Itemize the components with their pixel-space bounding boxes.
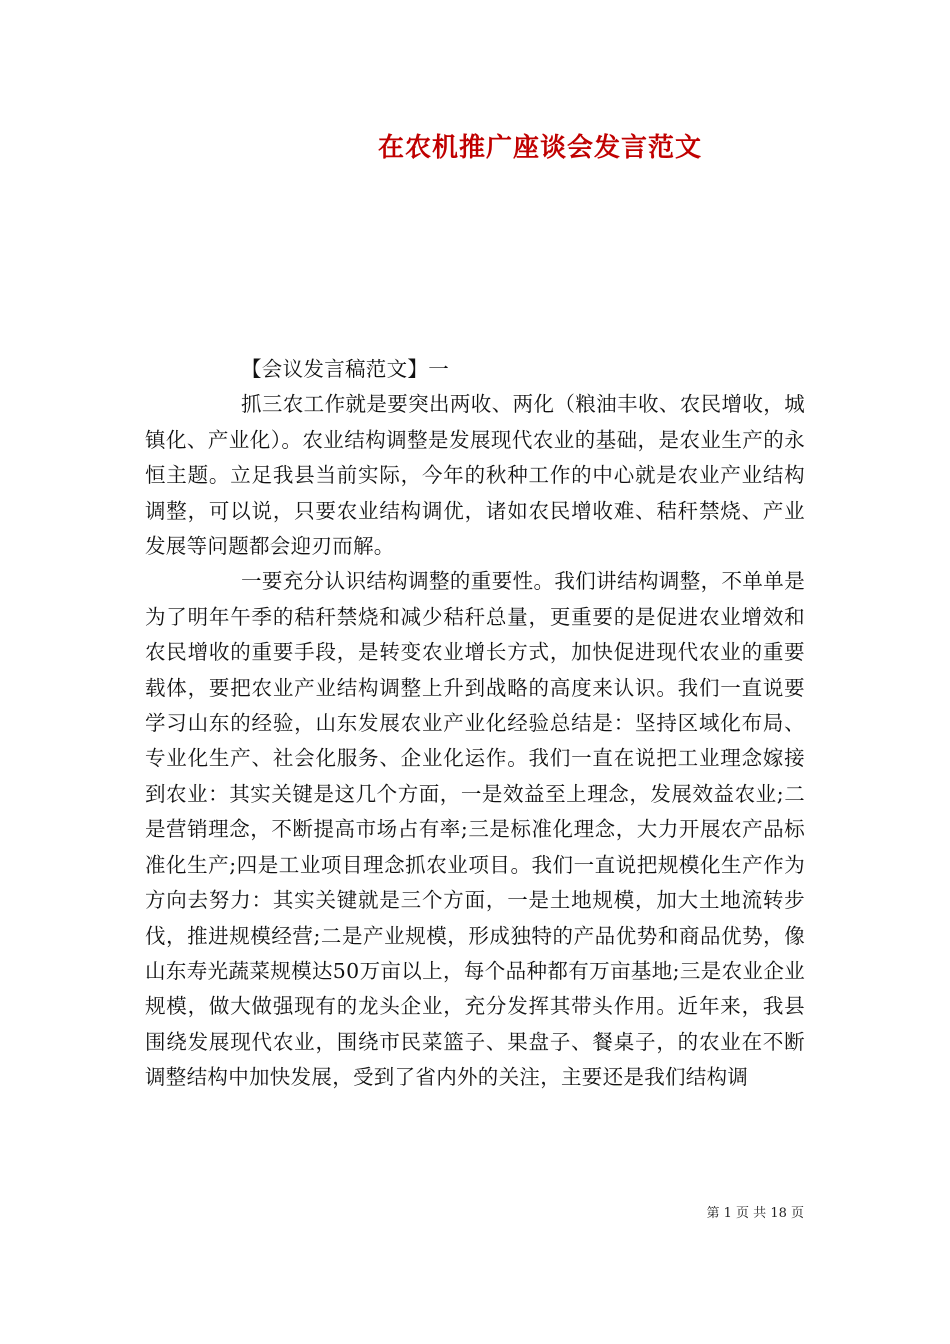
section-heading: 【会议发言稿范文】一 <box>241 357 449 381</box>
page-number-footer: 第 1 页 共 18 页 <box>706 1206 804 1221</box>
document-title: 在农机推广座谈会发言范文 <box>377 133 702 163</box>
document-body <box>145 352 805 1096</box>
paragraph: 一要充分认识结构调整的重要性。我们讲结构调整，不单单是为了明年午季的秸秆禁烧和减少秸秆总量，更重要的是促进农业增效和农民增收的重要手段，是转变农业增长方式，加快促进现代农业的重要载体，要把农业产业结构调整上升到战略的高度来认识。我们一直说要学习山东的经验，山东发展农业产业化经验总结是：坚持区域化布局、专业化生产、社会化服务、企业化运作。我们一直在说把工业理念嫁接到农业：其实关键是这几个方面，一是效益至上理念，发展效益农业;二是营销理念，不断提高市场占有率;三是标准化理念，大力开展农产品标准化生产;四是工业项目理念抓农业项目。我们一直说把规模化生产作为方向去努力：其实关键就是三个方面，一是土地规模，加大土地流转步伐，推进规模经营;二是产业规模，形成独特的产品优势和商品优势，像山东寿光蔬菜规模达50万亩以上，每个品种都有万亩基地;三是农业企业规模，做大做强现有的龙头企业，充分发挥其带头作用。近年来，我县围绕发展现代农业，围绕市民菜篮子、果盘子、餐桌子，的农业在不断调整结构中加快发展，受到了省内外的关注，主要还是我们结构调 <box>145 569 805 1090</box>
paragraph: 抓三农工作就是要突出两收、两化（粮油丰收、农民增收，城镇化、产业化）。农业结构调整是发展现代农业的基础，是农业生产的永恒主题。立足我县当前实际，今年的秋种工作的中心就是农业产业结构调整，可以说，只要农业结构调优，诸如农民增收难、秸秆禁烧、产业发展等问题都会迎刃而解。 <box>145 392 805 559</box>
